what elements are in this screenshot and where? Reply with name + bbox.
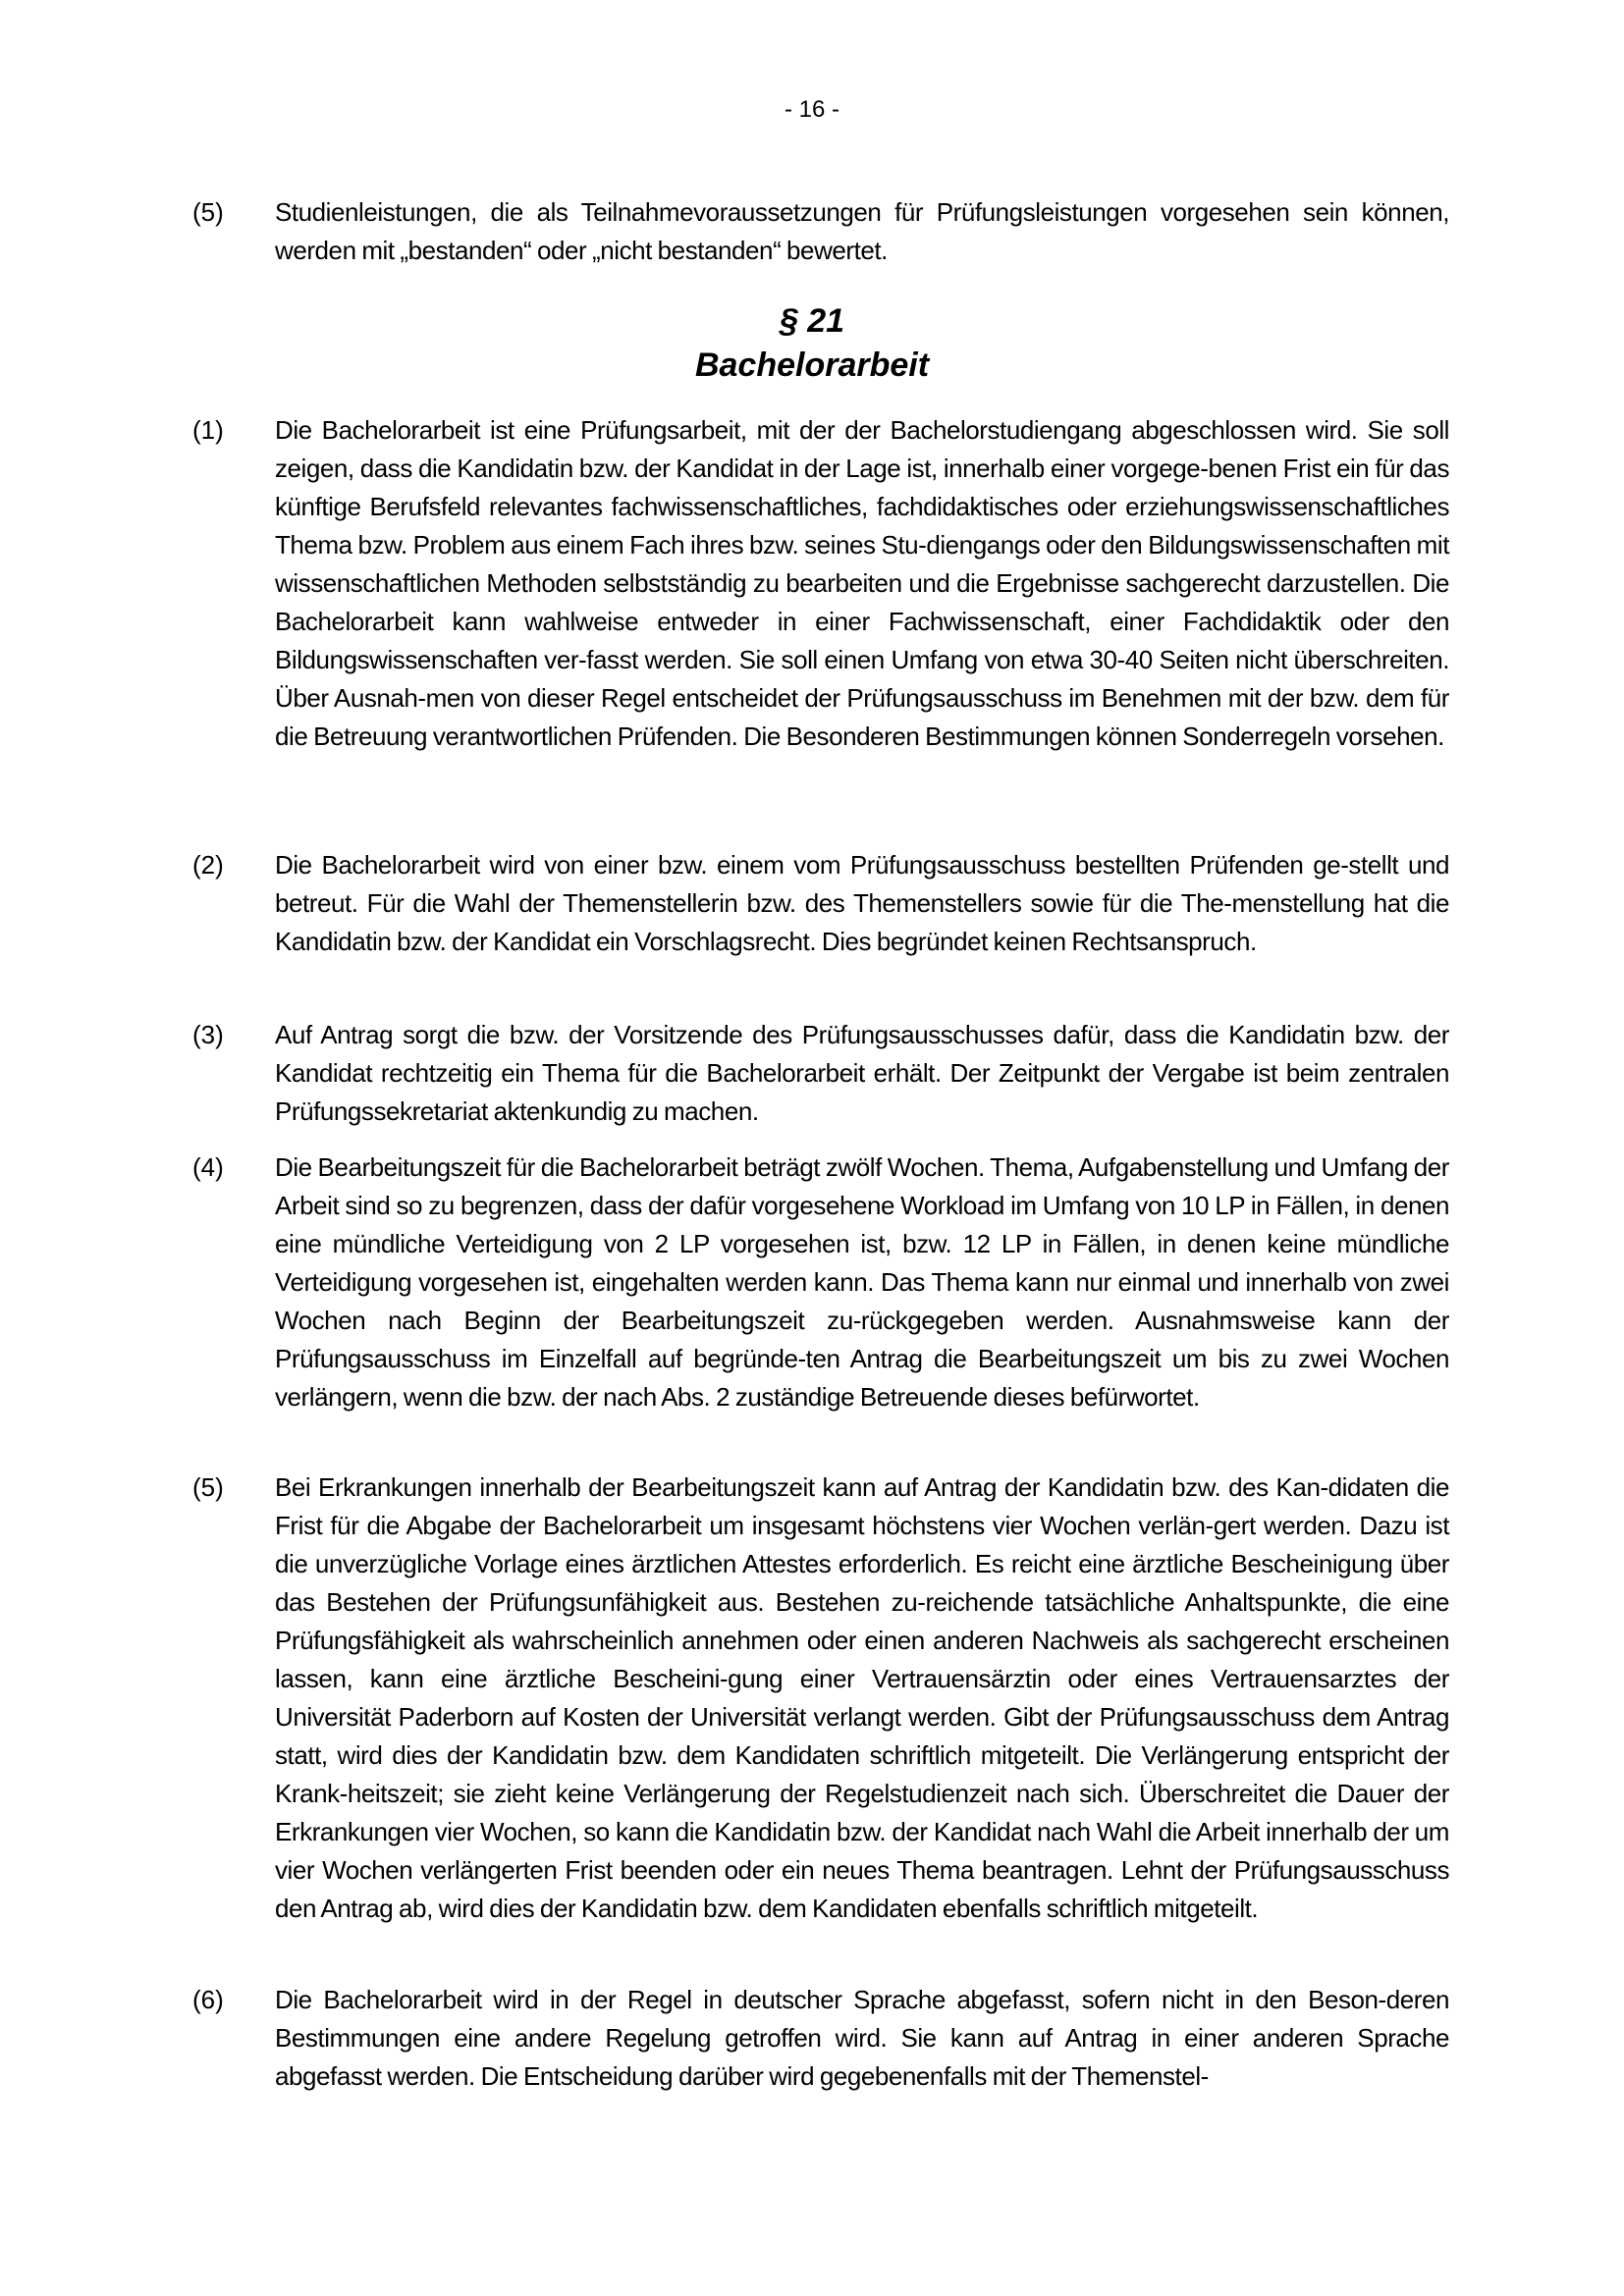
paragraph-text: Die Bearbeitungszeit für die Bachelorarbeit beträgt zwölf Wochen. Thema, Aufgabenstellung und Umfang der Arbeit sind so zu begrenzen, dass der dafür vorgesehene Workload im Umfang von 10 LP in Fällen, in denen eine mündliche Verteidigung von 2 LP vorgesehen ist, bzw. 12 LP in Fällen, in denen keine mündliche Verteidigung vorgesehen ist, eingehalten werden kann. Das Thema kann nur einmal und innerhalb von zwei Wochen nach Beginn der Bearbeitungszeit zu-rückgegeben werden. Ausnahmsweise kann der Prüfungsausschuss im Einzelfall auf begründe-ten Antrag die Bearbeitungszeit um bis zu zwei Wochen verlängern, wenn die bzw. der nach Abs. 2 zuständige Betreuende dieses befürwortet.: [275, 1152, 1449, 1412]
paragraph-number: (6): [192, 1985, 224, 2014]
paragraph-number: (3): [192, 1020, 224, 1049]
paragraph-text: Bei Erkrankungen innerhalb der Bearbeitungszeit kann auf Antrag der Kandidatin bzw. des Kan-didaten die Frist für die Abgabe der Bachelorarbeit um insgesamt höchstens vier Wochen verlän-gert werden. Dazu ist die unverzügliche Vorlage eines ärztlichen Attestes erforderlich. Es reicht eine ärztliche Bescheinigung über das Bestehen der Prüfungsunfähigkeit aus. Bestehen zu-reichende tatsächliche Anhaltspunkte, die eine Prüfungsfähigkeit als wahrscheinlich annehmen oder einen anderen Nachweis als sachgerecht erscheinen lassen, kann eine ärztliche Bescheini-gung einer Vertrauensärztin oder eines Vertrauensarztes der Universität Paderborn auf Kosten der Universität verlangt werden. Gibt der Prüfungsausschuss dem Antrag statt, wird dies der Kandidatin bzw. dem Kandidaten schriftlich mitgeteilt. Die Verlängerung entspricht der Krank-heitszeit; sie zieht keine Verlängerung der Regelstudienzeit nach sich. Überschreitet die Dauer der Erkrankungen vier Wochen, so kann die Kandidatin bzw. der Kandidat nach Wahl die Arbeit innerhalb der um vier Wochen verlängerten Frist beenden oder ein neues Thema beantragen. Lehnt der Prüfungsausschuss den Antrag ab, wird dies der Kandidatin bzw. dem Kandidaten ebenfalls schriftlich mitgeteilt.: [275, 1472, 1449, 1923]
paragraph-text: Studienleistungen, die als Teilnahmevoraussetzungen für Prüfungsleistungen vorgesehen sein können, werden mit „bestanden“ oder „nicht bestanden“ bewertet.: [275, 197, 1449, 265]
page-number: - 16 -: [784, 96, 839, 123]
section-symbol: § 21: [779, 302, 845, 340]
paragraph-text: Die Bachelorarbeit ist eine Prüfungsarbeit, mit der der Bachelorstudiengang abgeschlossen wird. Sie soll zeigen, dass die Kandidatin bzw. der Kandidat in der Lage ist, innerhalb einer vorgege-benen Frist ein für das künftige Berufsfeld relevantes fachwissenschaftliches, fachdidaktisches oder erziehungswissenschaftliches Thema bzw. Problem aus einem Fach ihres bzw. seines Stu-diengangs oder den Bildungswissenschaften mit wissenschaftlichen Methoden selbstständig zu bearbeiten und die Ergebnisse sachgerecht darzustellen. Die Bachelorarbeit kann wahlweise entweder in einer Fachwissenschaft, einer Fachdidaktik oder den Bildungswissenschaften ver-fasst werden. Sie soll einen Umfang von etwa 30-40 Seiten nicht überschreiten. Über Ausnah-men von dieser Regel entscheidet der Prüfungsausschuss im Benehmen mit der bzw. dem für die Betreuung verantwortlichen Prüfenden. Die Besonderen Bestimmungen können Sonderregeln vorsehen.: [275, 415, 1449, 751]
paragraph-number: (2): [192, 850, 224, 880]
paragraph-number: (4): [192, 1152, 224, 1182]
paragraph-text: Die Bachelorarbeit wird in der Regel in deutscher Sprache abgefasst, sofern nicht in den Beson-deren Bestimmungen eine andere Regelung getroffen wird. Sie kann auf Antrag in einer anderen Sprache abgefasst werden. Die Entscheidung darüber wird gegebenenfalls mit der Themenstel-: [275, 1985, 1449, 2091]
paragraph-number: (1): [192, 415, 224, 445]
paragraph-text: Die Bachelorarbeit wird von einer bzw. einem vom Prüfungsausschuss bestellten Prüfenden ge-stellt und betreut. Für die Wahl der Themenstellerin bzw. des Themenstellers sowie für die The-menstellung hat die Kandidatin bzw. der Kandidat ein Vorschlagsrecht. Dies begründet keinen Rechtsanspruch.: [275, 850, 1449, 956]
paragraph-text: Auf Antrag sorgt die bzw. der Vorsitzende des Prüfungsausschusses dafür, dass die Kandidatin bzw. der Kandidat rechtzeitig ein Thema für die Bachelorarbeit erhält. Der Zeitpunkt der Vergabe ist beim zentralen Prüfungssekretariat aktenkundig zu machen.: [275, 1020, 1449, 1126]
paragraph-number: (5): [192, 1472, 224, 1502]
paragraph-number: (5): [192, 197, 224, 227]
section-title: Bachelorarbeit: [694, 347, 930, 384]
